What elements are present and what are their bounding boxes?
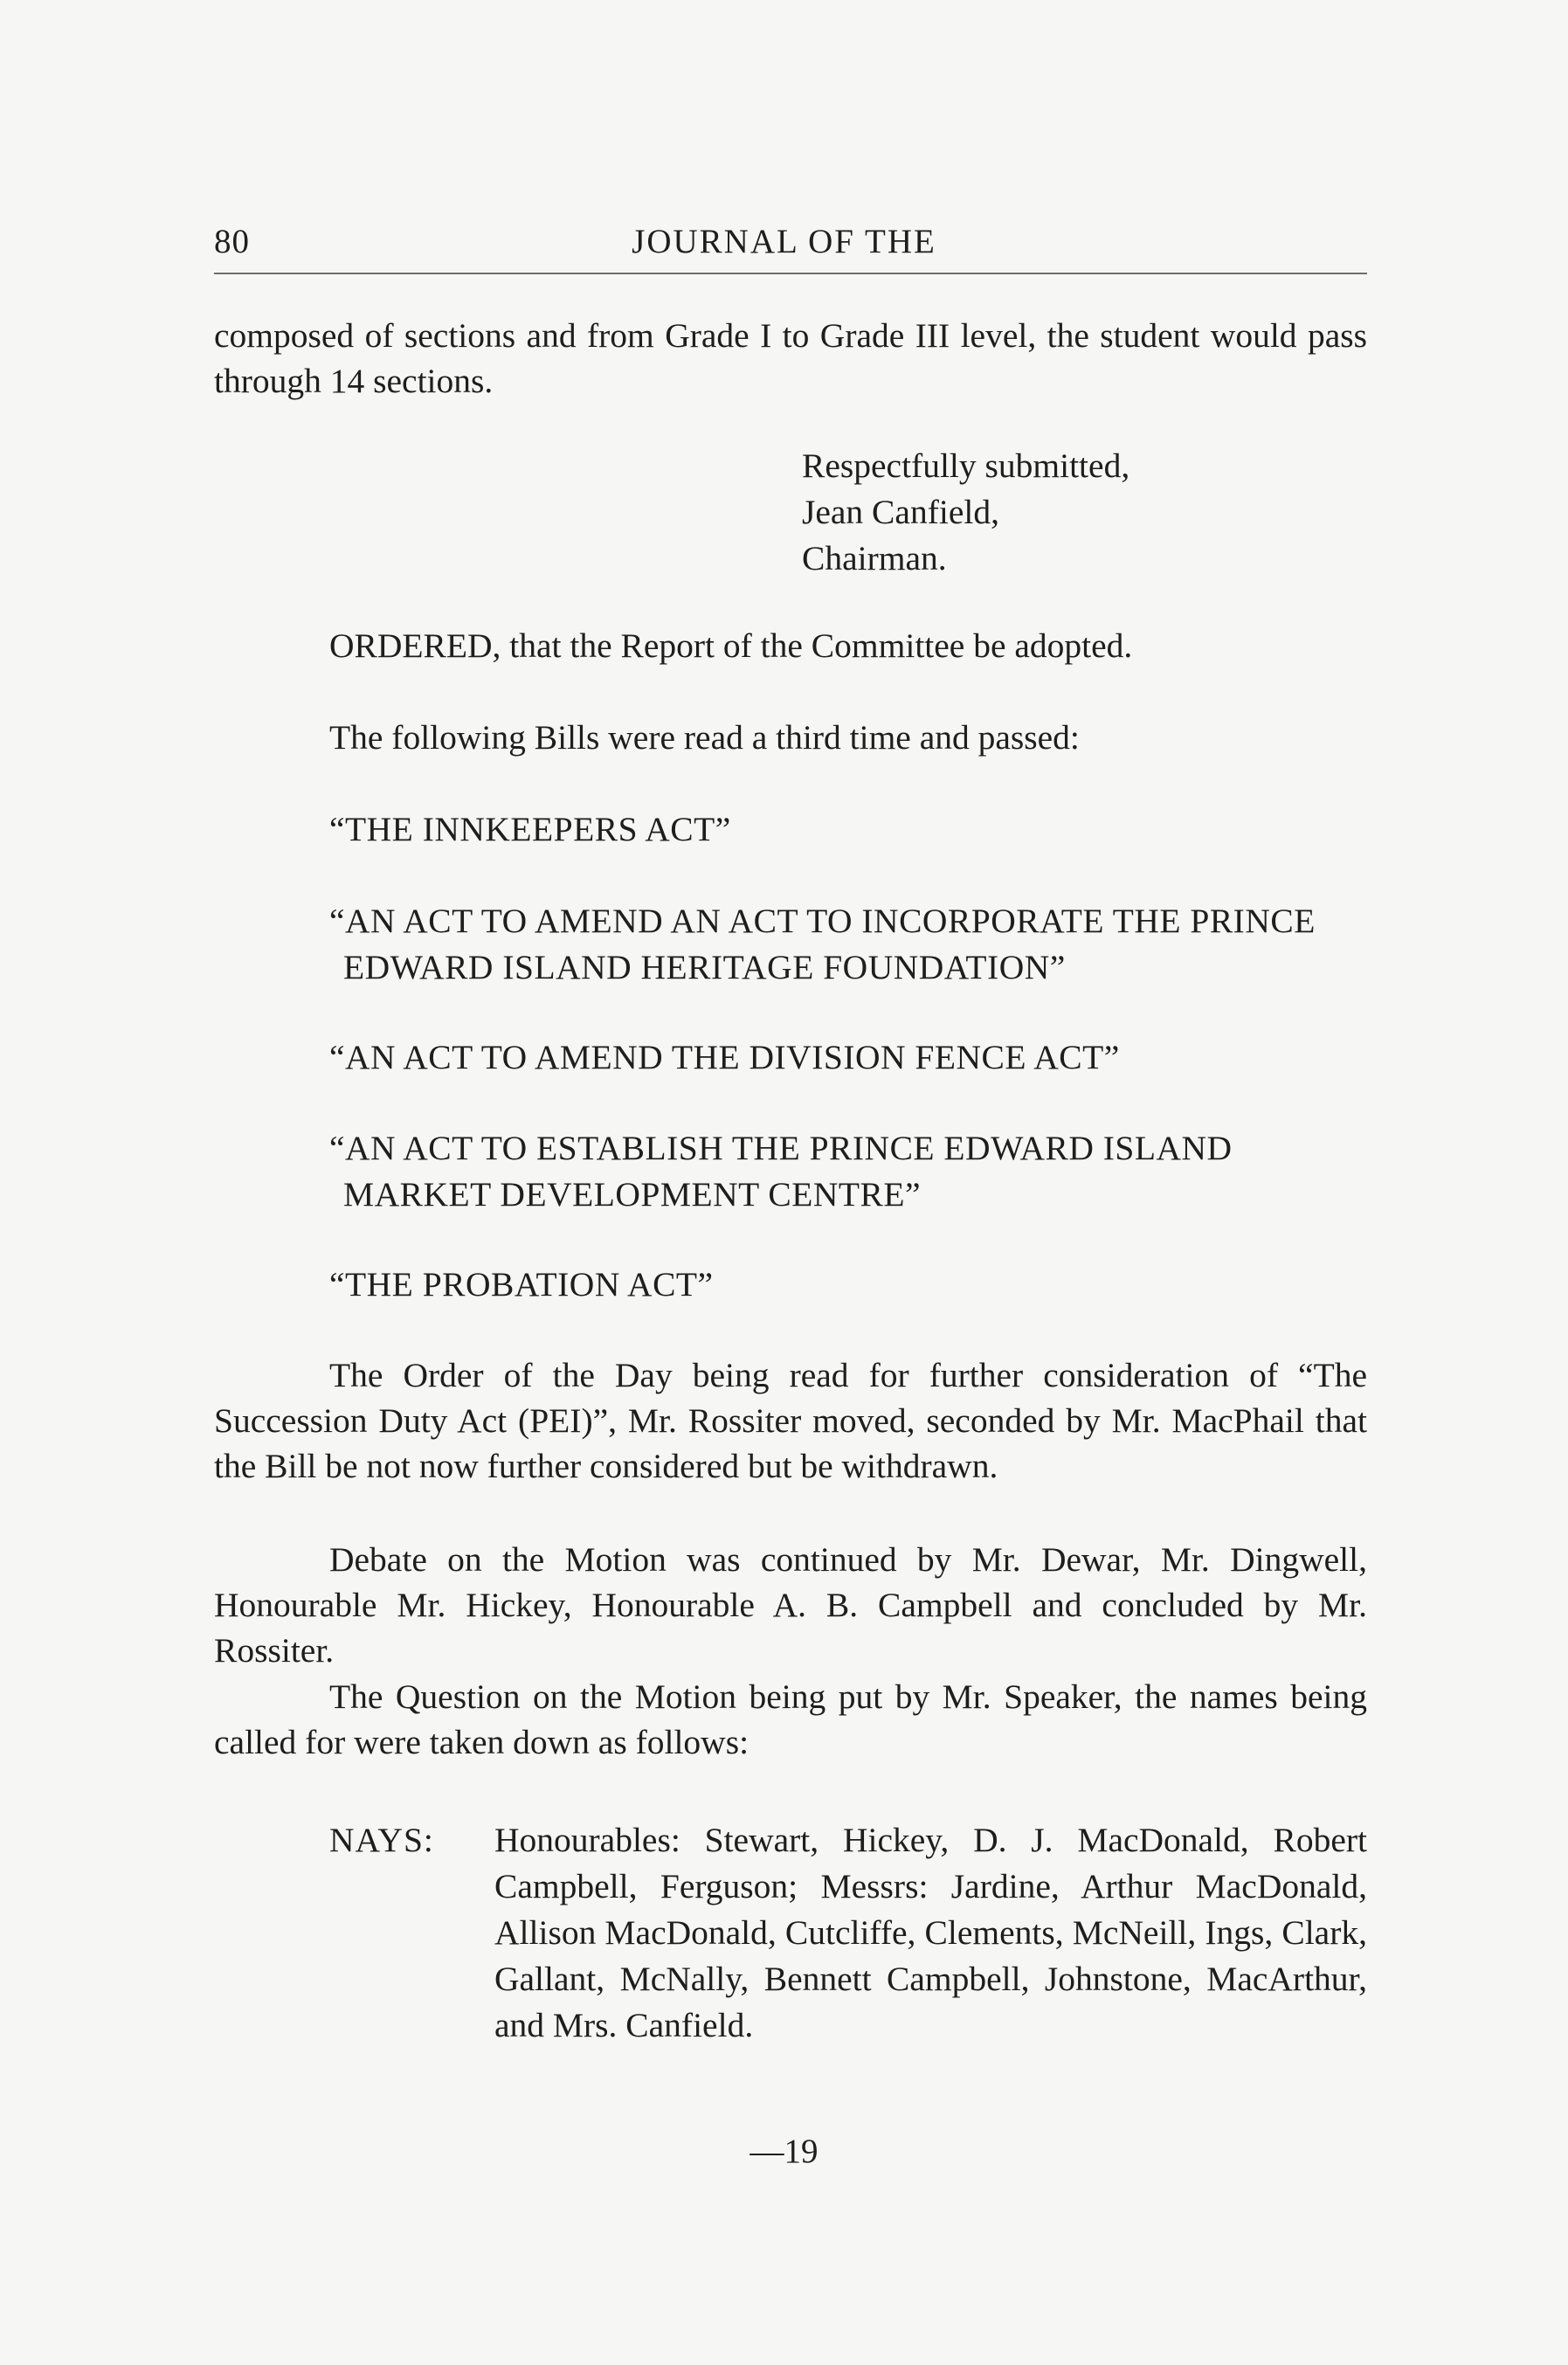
header-rule	[214, 273, 1367, 274]
nays-label: NAYS:	[329, 1821, 434, 1859]
ordered-text: ORDERED, that the Report of the Committee be adopted.	[329, 626, 1133, 665]
signature-mark: —19	[749, 2133, 819, 2170]
bill-item: “AN ACT TO ESTABLISH THE PRINCE EDWARD ISLAND MARKET DEVELOPMENT CENTRE”	[329, 1129, 1233, 1214]
question-paragraph: The Question on the Motion being put by Mr. Speaker, the names being called for were taken down as follows:	[214, 1677, 1367, 1761]
signature-closing: Respectfully submitted,	[802, 446, 1130, 485]
signature-name: Jean Canfield,	[802, 493, 999, 531]
running-title: JOURNAL OF THE	[632, 223, 936, 260]
bill-item: “THE INNKEEPERS ACT”	[329, 810, 731, 848]
bills-intro: The following Bills were read a third time and passed:	[329, 718, 1080, 757]
order-of-day-paragraph: The Order of the Day being read for further consideration of “The Succession Duty Act (PEI)”, Mr. Rossiter moved, seconded by Mr. MacPhail that the Bill be not now further considered but be withdrawn.	[214, 1356, 1367, 1485]
page-number: 80	[214, 223, 250, 260]
debate-paragraph: Debate on the Motion was continued by Mr. Dewar, Mr. Dingwell, Honourable Mr. Hickey, Honourable A. B. Campbell and concluded by Mr. Rossiter.	[214, 1540, 1367, 1670]
bill-item: “THE PROBATION ACT”	[329, 1265, 714, 1304]
bill-item: “AN ACT TO AMEND AN ACT TO INCORPORATE THE PRINCE EDWARD ISLAND HERITAGE FOUNDATION”	[329, 902, 1316, 986]
bill-item: “AN ACT TO AMEND THE DIVISION FENCE ACT”	[329, 1038, 1120, 1076]
nays-names: Honourables: Stewart, Hickey, D. J. MacDonald, Robert Campbell, Ferguson; Messrs: Jardine, Arthur MacDonald, Allison MacDonald, Cutcliffe, Clements, McNeill, Ings, Clark, Gallant, McNally, Bennett Campbell, Johnstone, MacArthur, and Mrs. Canfield.	[494, 1821, 1367, 2044]
signature-role: Chairman.	[802, 539, 947, 577]
continuation-paragraph: composed of sections and from Grade I to Grade III level, the student would pass through 14 sections.	[214, 316, 1367, 400]
